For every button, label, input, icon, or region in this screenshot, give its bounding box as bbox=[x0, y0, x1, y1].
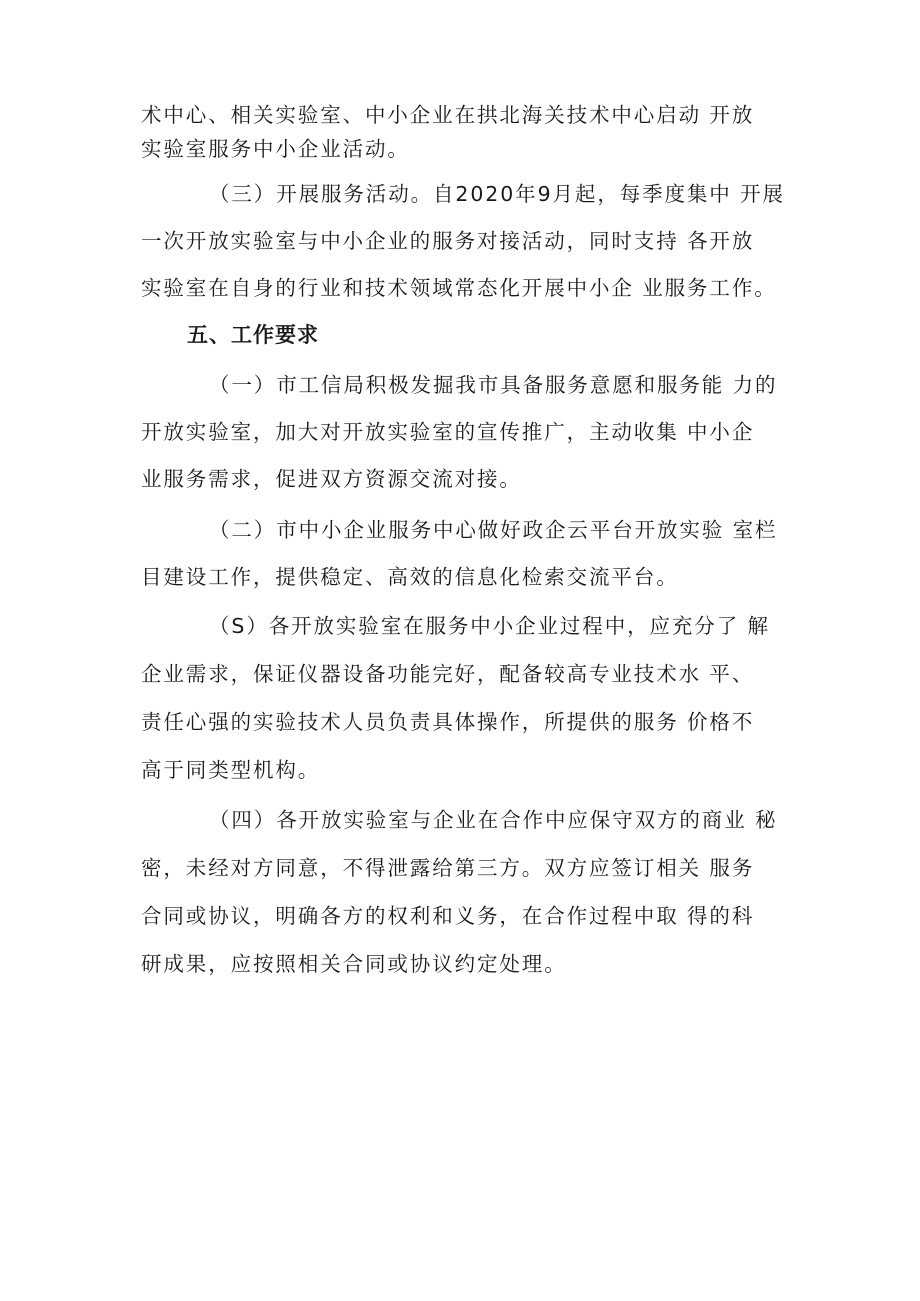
requirement-line: 企业需求，保证仪器设备功能完好，配备较高专业技术水 平、 bbox=[141, 662, 755, 686]
requirement-line: 开放实验室，加大对开放实验室的宣传推广，主动收集 中小企 bbox=[141, 420, 755, 444]
paragraph-line: （三）开展服务活动。自2020年9月起，每季度集中 开展 bbox=[209, 182, 785, 206]
requirement-line: （S）各开放实验室在服务中小企业过程中，应充分了 解 bbox=[209, 614, 770, 638]
requirement-line: 业服务需求，促进双方资源交流对接。 bbox=[141, 467, 522, 491]
requirement-line: 合同或协议，明确各方的权利和义务，在合作过程中取 得的科 bbox=[141, 904, 755, 928]
paragraph-line: 一次开放实验室与中小企业的服务对接活动，同时支持 各开放 bbox=[141, 229, 755, 253]
requirement-line: （一）市工信局积极发掘我市具备服务意愿和服务能 力的 bbox=[209, 373, 778, 397]
requirement-line: 高于同类型机构。 bbox=[141, 758, 321, 782]
paragraph-line: 术中心、相关实验室、中小企业在拱北海关技术中心启动 开放 bbox=[141, 103, 755, 127]
requirement-line: 密，未经对方同意，不得泄露给第三方。双方应签订相关 服务 bbox=[141, 856, 755, 880]
paragraph-line: 实验室在自身的行业和技术领域常态化开展中小企 业服务工作。 bbox=[141, 276, 777, 300]
section-heading: 五、工作要求 bbox=[187, 323, 319, 347]
paragraph-line: 实验室服务中小企业活动。 bbox=[141, 137, 410, 161]
requirement-line: 研成果，应按照相关合同或协议约定处理。 bbox=[141, 952, 567, 976]
requirement-line: 责任心强的实验技术人员负责具体操作，所提供的服务 价格不 bbox=[141, 710, 755, 734]
requirement-line: （四）各开放实验室与企业在合作中应保守双方的商业 秘 bbox=[209, 808, 778, 832]
requirement-line: 目建设工作，提供稳定、高效的信息化检索交流平台。 bbox=[141, 565, 679, 589]
requirement-line: （二）市中小企业服务中心做好政企云平台开放实验 室栏 bbox=[209, 518, 778, 542]
